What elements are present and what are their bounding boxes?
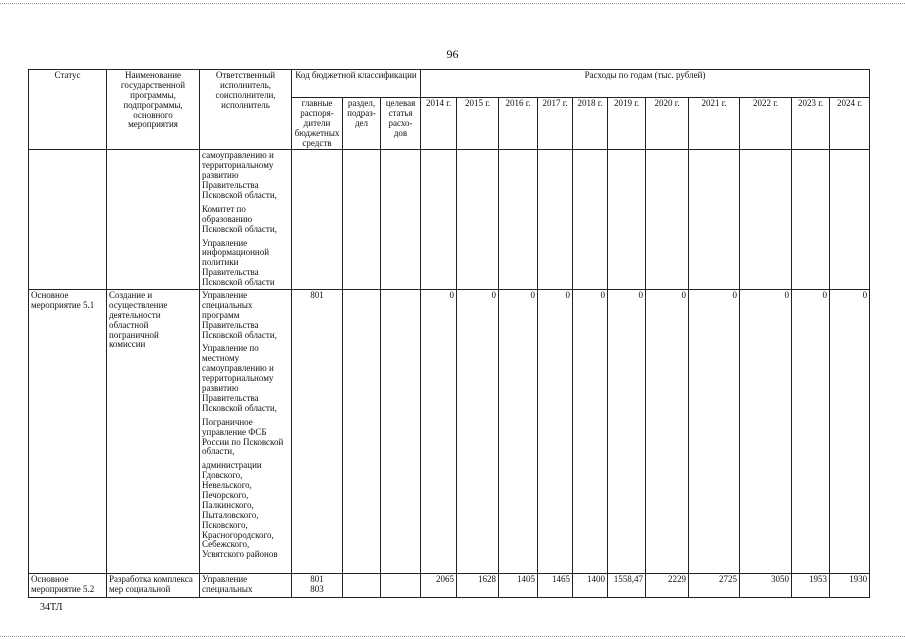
row-value-2016: 1405 (499, 574, 538, 598)
header-year-2016: 2016 г. (499, 98, 538, 150)
header-expenses-group: Расходы по годам (тыс. рублей) (421, 70, 870, 98)
row-value-2020: 2229 (646, 574, 689, 598)
header-name: Наименование государственной программы, подпрограммы, основного мероприятия (107, 70, 200, 150)
row-value-2018: 1400 (573, 574, 608, 598)
row-value-2021: 0 (689, 290, 740, 574)
header-code-main-managers: главные распоря-дители бюджетных средств (292, 98, 343, 150)
table-row (29, 150, 870, 290)
header-year-2015: 2015 г. (457, 98, 499, 150)
row-code-section (343, 290, 381, 574)
code-value: 803 (310, 583, 324, 594)
scan-edge-top (0, 3, 905, 4)
code-value: 801 (310, 574, 324, 585)
header-year-2019: 2019 г. (608, 98, 646, 150)
header-year-2022: 2022 г. (740, 98, 792, 150)
row-value-2023: 0 (792, 290, 830, 574)
row-value-2024 (830, 150, 870, 290)
row-value-2017: 1465 (538, 574, 573, 598)
row-name (107, 150, 200, 290)
row-responsible (200, 574, 292, 598)
header-year-2018: 2018 г. (573, 98, 608, 150)
row-value-2018: 0 (573, 290, 608, 574)
row-value-2019 (608, 150, 646, 290)
header-year-2021: 2021 г. (689, 98, 740, 150)
row-value-2021: 2725 (689, 574, 740, 598)
row-name: Создание и осуществление деятельности областной пограничной комиссии (107, 290, 200, 574)
row-code-target (381, 574, 421, 598)
row-value-2015 (457, 150, 499, 290)
responsible-entry: Комитет по образованию Псковской области, (202, 203, 277, 234)
row-code-main-manager (292, 574, 343, 598)
row-value-2022: 3050 (740, 574, 792, 598)
header-status: Статус (29, 70, 107, 150)
responsible-entry: Управление специальных (202, 574, 253, 594)
row-name: Разработка комплекса мер социальной (107, 574, 200, 598)
row-value-2014: 0 (421, 290, 457, 574)
header-code-target-article: целевая статья расхо-дов (381, 98, 421, 150)
header-row-1 (29, 70, 870, 98)
row-status (29, 150, 107, 290)
row-code-main-manager (292, 150, 343, 290)
row-status: Основное мероприятие 5.2 (29, 574, 107, 598)
row-value-2015: 1628 (457, 574, 499, 598)
row-value-2014 (421, 150, 457, 290)
row-value-2021 (689, 150, 740, 290)
row-responsible (200, 290, 292, 574)
row-value-2022: 0 (740, 290, 792, 574)
row-value-2015: 0 (457, 290, 499, 574)
row-value-2014: 2065 (421, 574, 457, 598)
budget-table (28, 69, 870, 598)
header-budget-code-group: Код бюджетной классификации (292, 70, 421, 98)
responsible-entry: Управление по местному самоуправлению и территориальному развитию Правительства Псковской области, (202, 343, 277, 413)
footer-code: 34ТЛ (40, 602, 63, 613)
row-value-2016: 0 (499, 290, 538, 574)
header-year-2020: 2020 г. (646, 98, 689, 150)
row-status: Основное мероприятие 5.1 (29, 290, 107, 574)
row-value-2016 (499, 150, 538, 290)
row-value-2022 (740, 150, 792, 290)
row-value-2017: 0 (538, 290, 573, 574)
row-responsible (200, 150, 292, 290)
row-value-2024: 0 (830, 290, 870, 574)
row-code-section (343, 150, 381, 290)
table-row (29, 290, 870, 574)
table-row (29, 574, 870, 598)
responsible-entry: Управление специальных программ Правительства Псковской области, (202, 290, 277, 340)
header-year-2014: 2014 г. (421, 98, 457, 150)
header-code-section: раздел, подраз-дел (343, 98, 381, 150)
row-value-2017 (538, 150, 573, 290)
row-code-target (381, 290, 421, 574)
row-code-main-manager (292, 290, 343, 574)
responsible-entry: самоуправлению и территориальному развитию Правительства Псковской области, (202, 150, 277, 201)
row-value-2018 (573, 150, 608, 290)
row-value-2023 (792, 150, 830, 290)
row-value-2019: 1558,47 (608, 574, 646, 598)
row-code-section (343, 574, 381, 598)
header-responsible: Ответственный исполнитель, соисполнители, исполнитель (200, 70, 292, 150)
row-value-2024: 1930 (830, 574, 870, 598)
row-value-2020 (646, 150, 689, 290)
row-value-2020: 0 (646, 290, 689, 574)
header-year-2023: 2023 г. (792, 98, 830, 150)
scan-edge-bottom (0, 636, 905, 637)
header-year-2024: 2024 г. (830, 98, 870, 150)
responsible-entry: Пограничное управление ФСБ России по Псковской области, (202, 416, 284, 457)
responsible-entry: Управление информационной политики Правительства Псковской области (202, 237, 275, 288)
page-number: 96 (446, 47, 459, 61)
row-value-2023: 1953 (792, 574, 830, 598)
responsible-entry: администрации Гдовского, Невельского, Печорского, Палкинского, Пыталовского, Псковского, Красногородского, Себежского, Усвятского районов (202, 460, 278, 560)
row-value-2019: 0 (608, 290, 646, 574)
header-year-2017: 2017 г. (538, 98, 573, 150)
code-value: 801 (310, 290, 324, 301)
row-code-target (381, 150, 421, 290)
